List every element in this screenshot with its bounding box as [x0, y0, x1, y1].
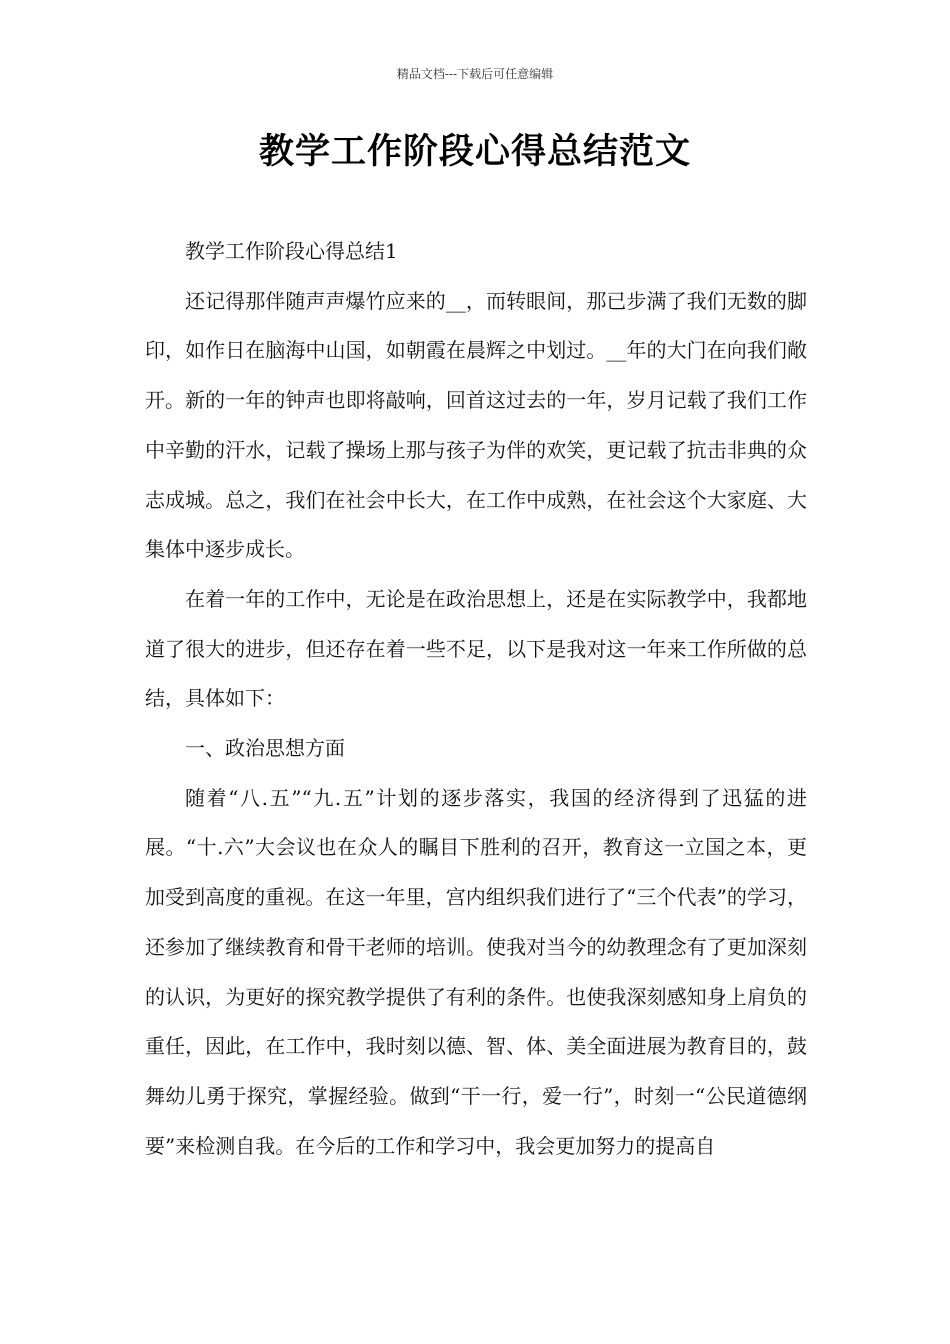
section-heading-politics: 一、政治思想方面: [185, 736, 345, 761]
document-body: [145, 227, 807, 1171]
section-heading-1: 教学工作阶段心得总结1: [185, 239, 398, 263]
paragraph-politics: 随着“八.五”“九.五”计划的逐步落实，我国的经济得到了迅猛的进展。“十.六”大会议也在众人的瞩目下胜利的召开，教育这一立国之本，更加受到高度的重视。在这一年里，宫内组织我们进行了“三个代表”的学习，还参加了继续教育和骨干老师的培训。使我对当今的幼教理念有了更加深刻的认识，为更好的探究教学提供了有利的条件。也使我深刻感知身上肩负的重任，因此，在工作中，我时刻以德、智、体、美全面进展为教育目的，鼓舞幼儿勇于探究，掌握经验。做到“干一行，爱一行”，时刻一“公民道德纲要”来检测自我。在今后的工作和学习中，我会更加努力的提高自: [145, 785, 807, 1158]
paragraph-overview: 在着一年的工作中，无论是在政治思想上，还是在实际教学中，我都地道了很大的进步，但还存在着一些不足，以下是我对这一年来工作所做的总结，具体如下：: [145, 586, 807, 711]
paragraph-intro: 还记得那伴随声声爆竹应来的__，而转眼间，那已步满了我们无数的脚印，如作日在脑海中山国，如朝霞在晨辉之中划过。__年的大门在向我们敞开。新的一年的钟声也即将敲响，回首这过去的一年，岁月记载了我们工作中辛勤的汗水，记载了操场上那与孩子为伴的欢笑，更记载了抗击非典的众志成城。总之，我们在社会中长大，在工作中成熟，在社会这个大家庭、大集体中逐步成长。: [145, 288, 807, 562]
header-note: 精品文档---下载后可任意编辑: [396, 67, 554, 81]
document-title: 教学工作阶段心得总结范文: [258, 132, 691, 172]
